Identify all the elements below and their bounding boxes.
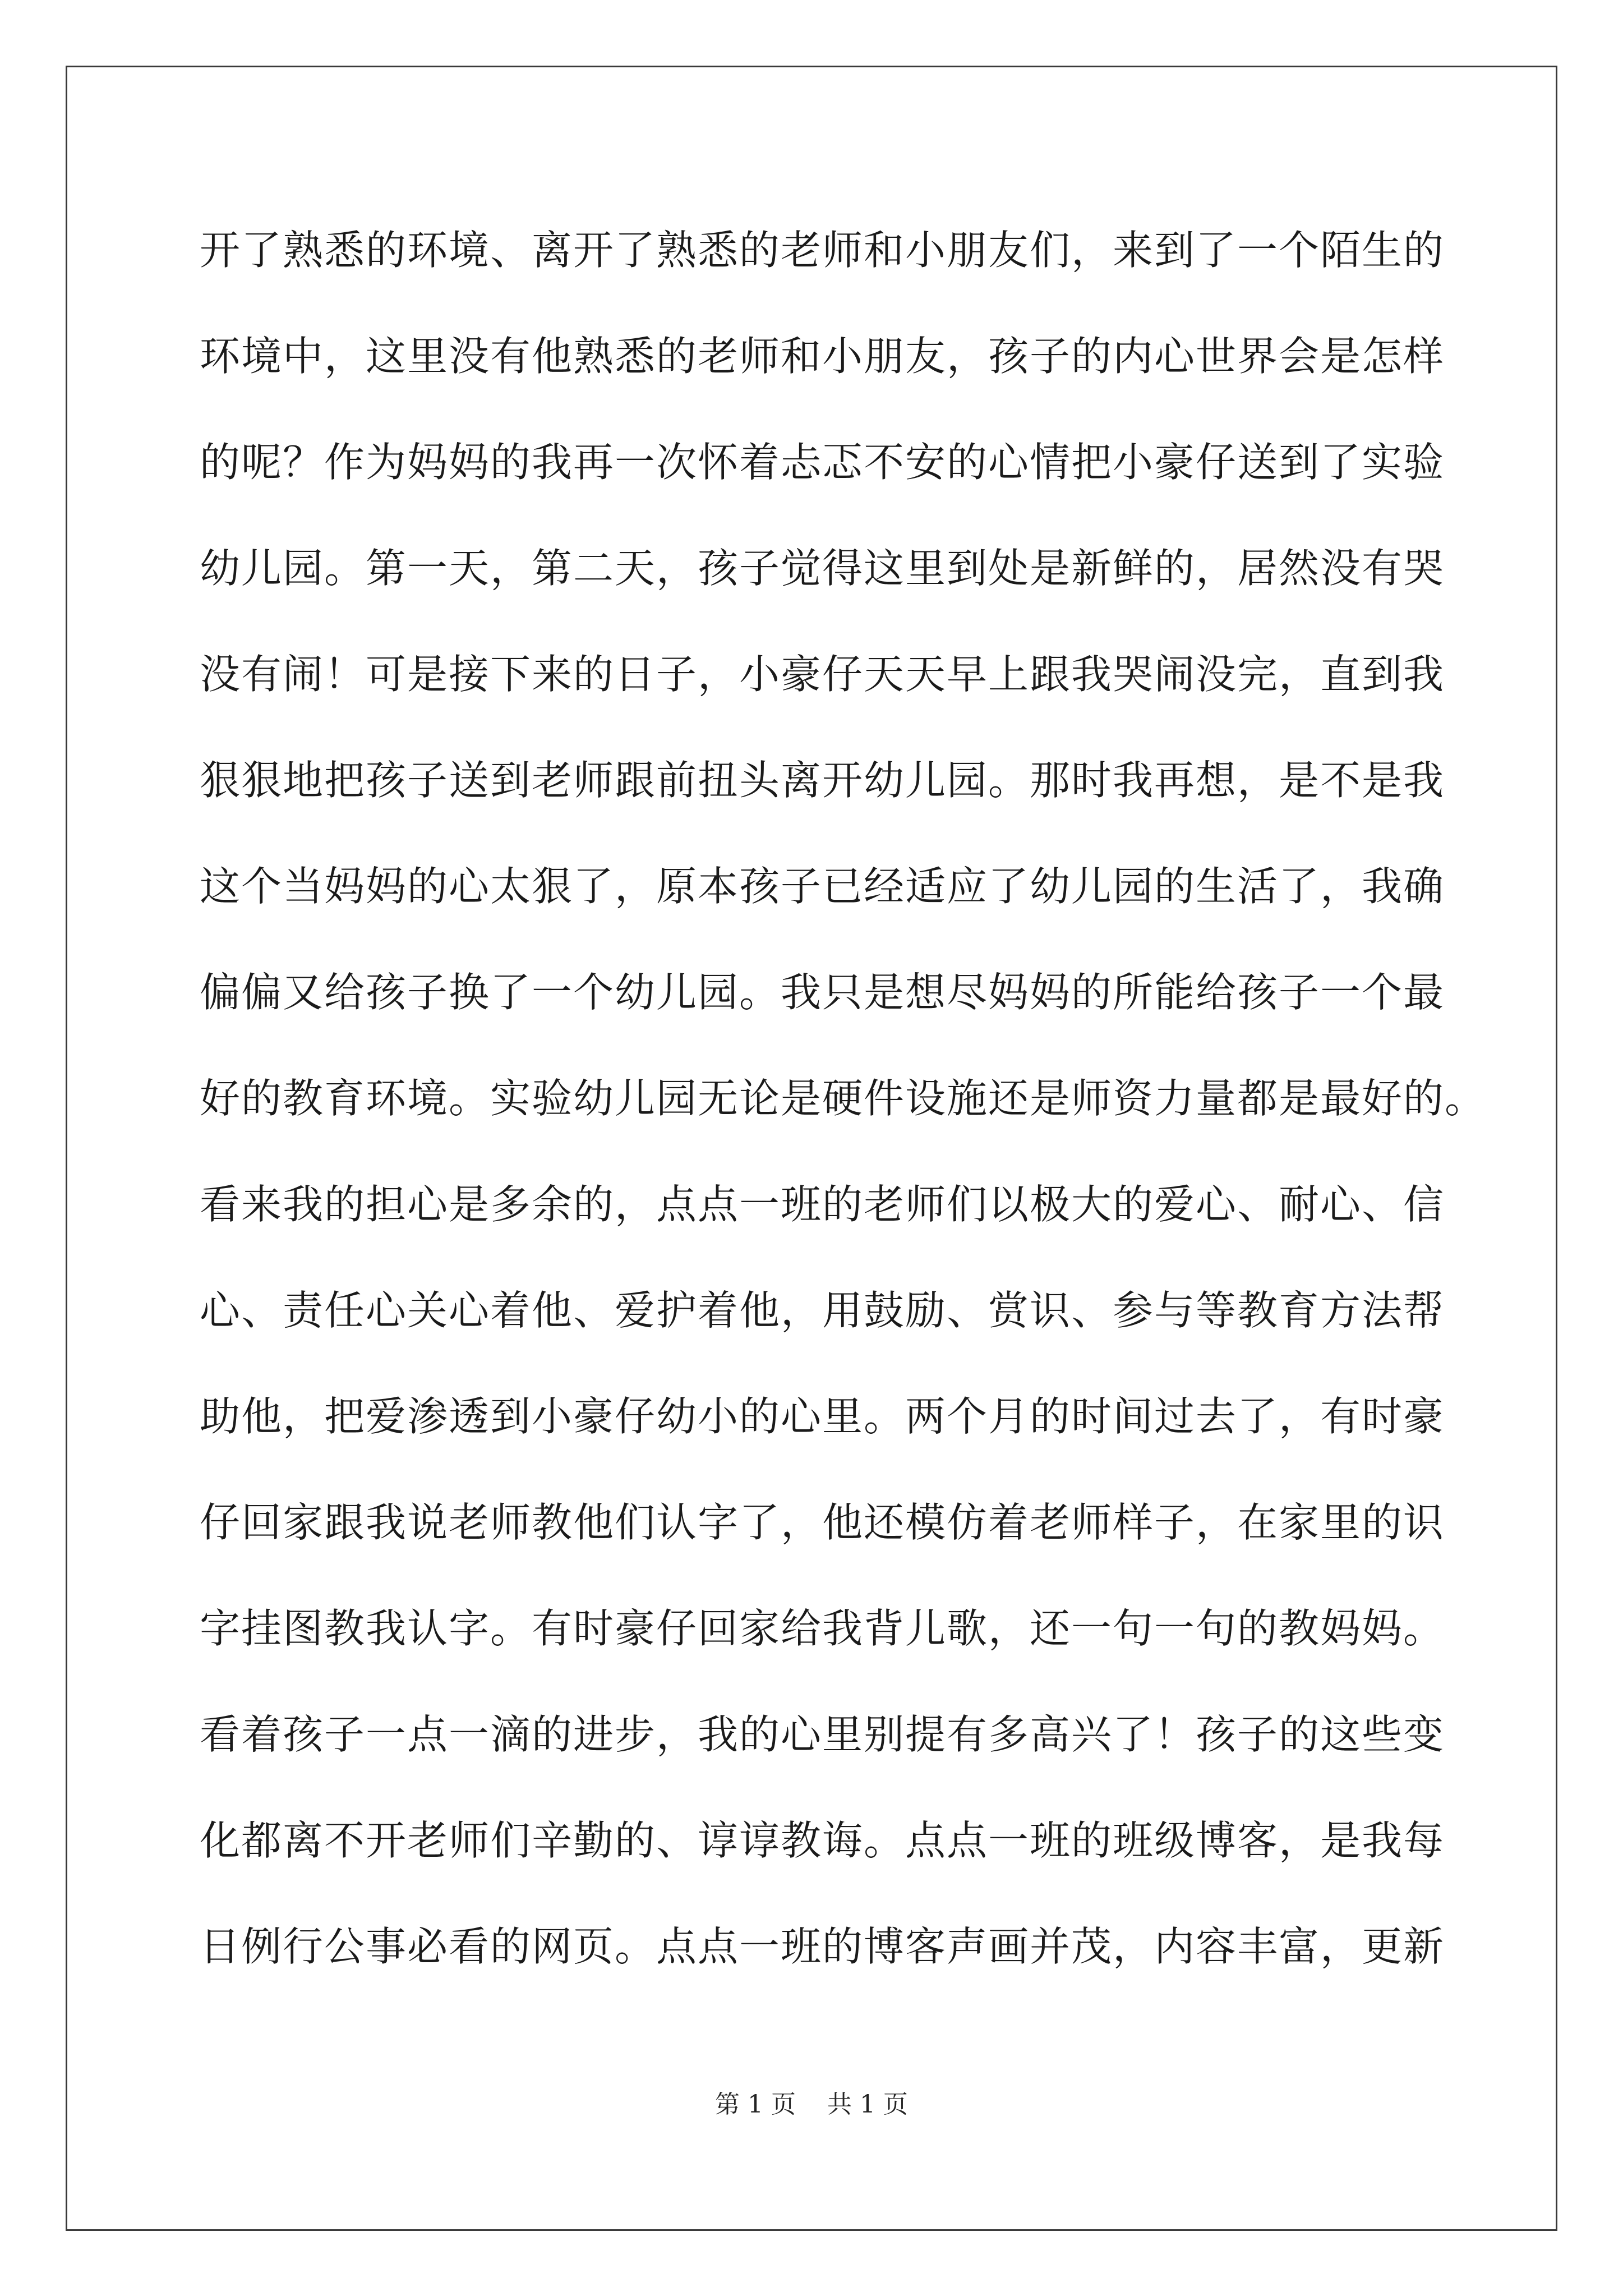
text-line: 这个当妈妈的心太狠了，原本孩子已经适应了幼儿园的生活了，我确	[200, 863, 1445, 910]
text-line: 仔回家跟我说老师教他们认字了，他还模仿着老师样子，在家里的识	[200, 1499, 1445, 1546]
page-number: 第 1 页	[715, 2090, 796, 2119]
page-footer	[0, 2084, 1623, 2120]
text-line: 日例行公事必看的网页。点点一班的博客声画并茂，内容丰富，更新	[200, 1923, 1445, 1970]
page-total: 共 1 页	[827, 2090, 908, 2119]
text-line: 化都离不开老师们辛勤的、谆谆教诲。点点一班的班级博客，是我每	[200, 1817, 1445, 1864]
document-body	[200, 222, 1487, 2024]
text-line: 幼儿园。第一天，第二天，孩子觉得这里到处是新鲜的，居然没有哭	[200, 545, 1445, 592]
text-line: 字挂图教我认字。有时豪仔回家给我背儿歌，还一句一句的教妈妈。	[200, 1605, 1445, 1652]
text-line: 偏偏又给孩子换了一个幼儿园。我只是想尽妈妈的所能给孩子一个最	[200, 969, 1445, 1016]
text-line: 心、责任心关心着他、爱护着他，用鼓励、赏识、参与等教育方法帮	[200, 1287, 1445, 1334]
text-line: 好的教育环境。实验幼儿园无论是硬件设施还是师资力量都是最好的。	[200, 1075, 1487, 1122]
text-line: 看来我的担心是多余的，点点一班的老师们以极大的爱心、耐心、信	[200, 1181, 1445, 1228]
text-line: 的呢？作为妈妈的我再一次怀着忐忑不安的心情把小豪仔送到了实验	[200, 439, 1445, 486]
text-line: 没有闹！可是接下来的日子，小豪仔天天早上跟我哭闹没完，直到我	[200, 651, 1445, 698]
text-line: 开了熟悉的环境、离开了熟悉的老师和小朋友们，来到了一个陌生的	[200, 227, 1445, 274]
text-line: 环境中，这里没有他熟悉的老师和小朋友，孩子的内心世界会是怎样	[200, 333, 1445, 380]
text-line: 看着孩子一点一滴的进步，我的心里别提有多高兴了！孩子的这些变	[200, 1711, 1445, 1758]
text-line: 狠狠地把孩子送到老师跟前扭头离开幼儿园。那时我再想，是不是我	[200, 757, 1445, 804]
text-line: 助他，把爱渗透到小豪仔幼小的心里。两个月的时间过去了，有时豪	[200, 1393, 1445, 1440]
